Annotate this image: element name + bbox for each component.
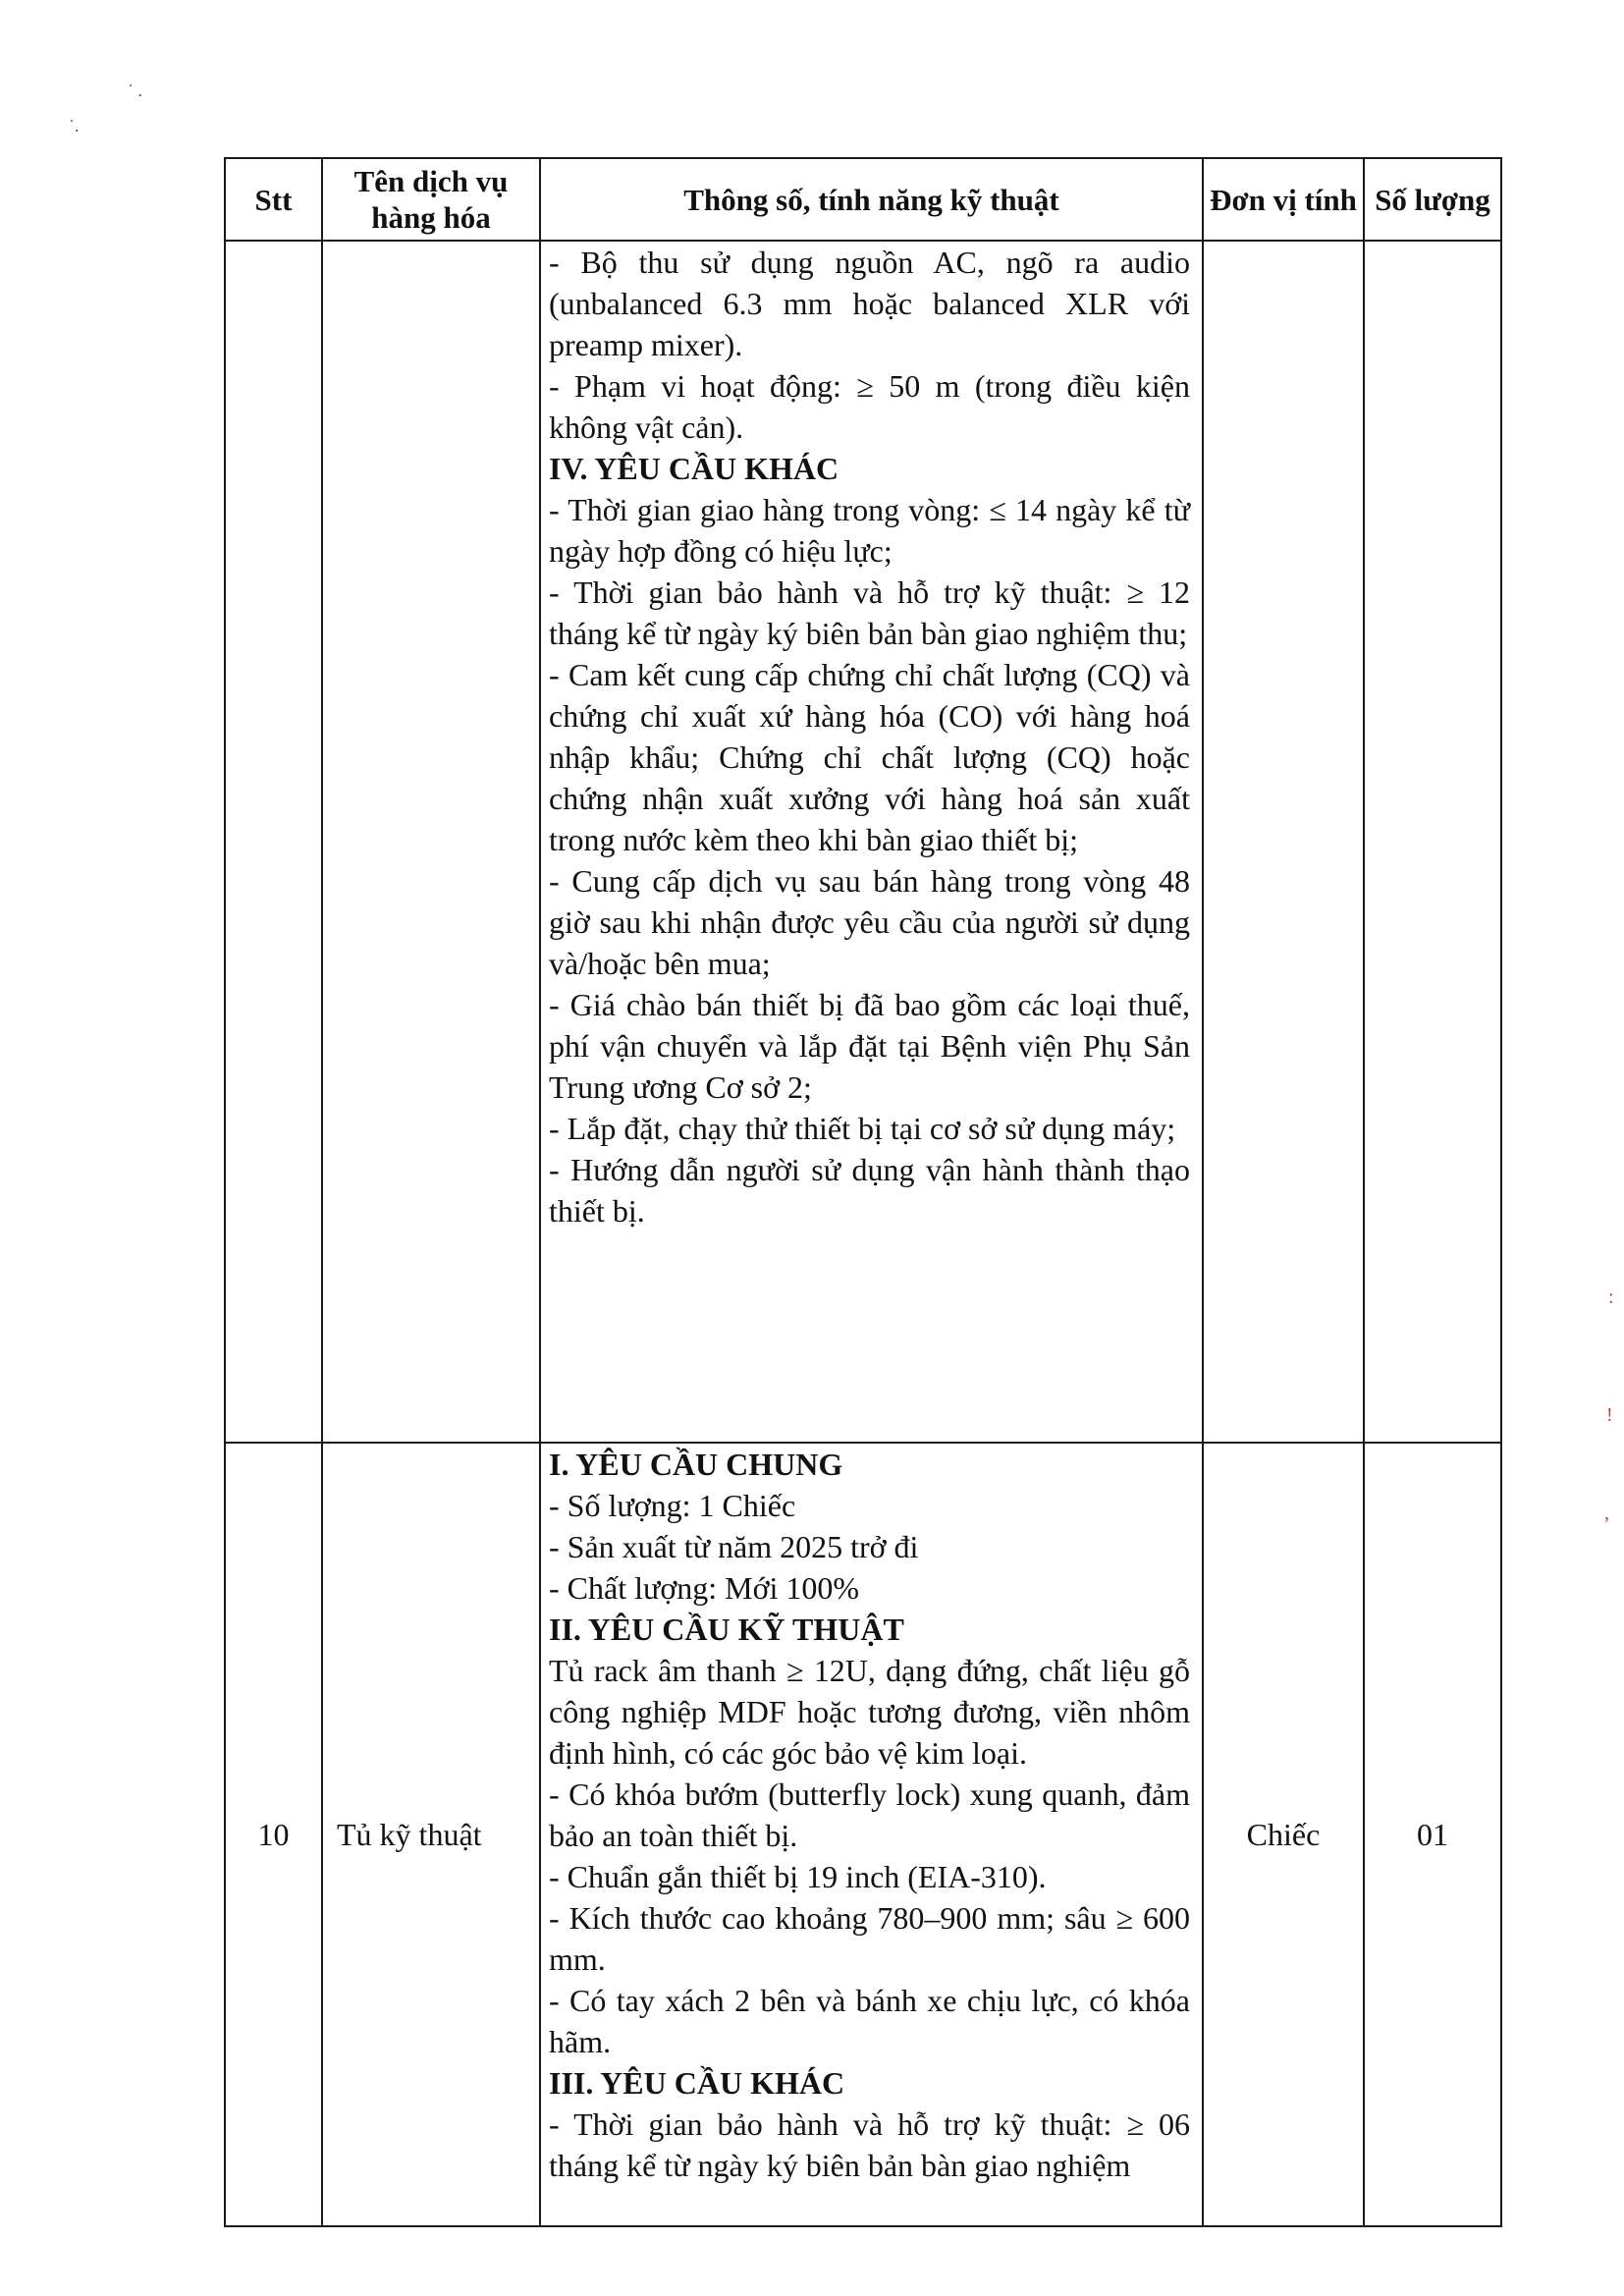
spec-line: - Phạm vi hoạt động: ≥ 50 m (trong điều kiện không vật cản). (549, 368, 1190, 445)
spec-line: - Thời gian bảo hành và hỗ trợ kỹ thuật: ≥ 12 tháng kể từ ngày ký biên bản bàn giao nghiệm thu; (549, 574, 1190, 651)
spec-line: - Kích thước cao khoảng 780–900 mm; sâu ≥ 600 mm. (549, 1900, 1190, 1977)
header-spec: Thông số, tính năng kỹ thuật (540, 158, 1203, 241)
spec-line: - Số lượng: 1 Chiếc (549, 1488, 796, 1523)
cell-name (322, 241, 540, 1443)
cell-qty: 01 (1364, 1443, 1501, 2226)
spec-line: - Chuẩn gắn thiết bị 19 inch (EIA-310). (549, 1859, 1047, 1894)
section-heading: I. YÊU CẦU CHUNG (549, 1447, 843, 1482)
spec-line: - Có tay xách 2 bên và bánh xe chịu lực, có khóa hãm. (549, 1983, 1190, 2059)
header-unit: Đơn vị tính (1203, 158, 1364, 241)
table-row (225, 1443, 1501, 2226)
table-header-row (225, 158, 1501, 241)
spec-line: Tủ rack âm thanh ≥ 12U, dạng đứng, chất liệu gỗ công nghiệp MDF hoặc tương đương, viền nhôm định hình, có các góc bảo vệ kim loại. (549, 1653, 1190, 1771)
section-heading: II. YÊU CẦU KỸ THUẬT (549, 1612, 904, 1647)
spec-line: - Cam kết cung cấp chứng chỉ chất lượng (CQ) và chứng chỉ xuất xứ hàng hóa (CO) với hàng hoá nhập khẩu; Chứng chỉ chất lượng (CQ) hoặc chứng nhận xuất xưởng với hàng hoá sản xuất trong nước kèm theo khi bàn giao thiết bị; (549, 657, 1190, 857)
scan-edge-mark: , (1604, 1503, 1609, 1524)
cell-stt (225, 241, 322, 1443)
scan-edge-mark: ! (1606, 1404, 1613, 1426)
spec-line: - Chất lượng: Mới 100% (549, 1570, 860, 1606)
header-qty: Số lượng (1364, 158, 1501, 241)
spec-table (224, 157, 1502, 2227)
spec-line: - Hướng dẫn người sử dụng vận hành thành thạo thiết bị. (549, 1152, 1190, 1229)
spec-line: - Giá chào bán thiết bị đã bao gồm các loại thuế, phí vận chuyển và lắp đặt tại Bệnh viện Phụ Sản Trung ương Cơ sở 2; (549, 987, 1190, 1105)
scan-speck: ˙. (69, 116, 80, 136)
section-heading: IV. YÊU CẦU KHÁC (549, 451, 839, 486)
scan-edge-mark: : (1608, 1286, 1614, 1308)
cell-stt: 10 (225, 1443, 322, 2226)
section-heading: III. YÊU CẦU KHÁC (549, 2065, 845, 2101)
spec-line: - Sản xuất từ năm 2025 trở đi (549, 1529, 919, 1564)
cell-unit (1203, 241, 1364, 1443)
scan-speck: ˙ . (128, 81, 142, 100)
table-row (225, 241, 1501, 1443)
spec-line: - Thời gian bảo hành và hỗ trợ kỹ thuật: ≥ 06 tháng kể từ ngày ký biên bản bàn giao nghiệm (549, 2106, 1190, 2183)
cell-spec (540, 241, 1203, 1443)
cell-name: Tủ kỹ thuật (322, 1443, 540, 2226)
header-name: Tên dịch vụ hàng hóa (322, 158, 540, 241)
cell-unit: Chiếc (1203, 1443, 1364, 2226)
header-stt: Stt (225, 158, 322, 241)
spec-line: - Thời gian giao hàng trong vòng: ≤ 14 ngày kể từ ngày hợp đồng có hiệu lực; (549, 492, 1190, 569)
spec-line: - Cung cấp dịch vụ sau bán hàng trong vòng 48 giờ sau khi nhận được yêu cầu của người sử dụng và/hoặc bên mua; (549, 863, 1190, 981)
spec-line: - Lắp đặt, chạy thử thiết bị tại cơ sở sử dụng máy; (549, 1111, 1176, 1146)
cell-spec (540, 1443, 1203, 2226)
spec-line: - Có khóa bướm (butterfly lock) xung quanh, đảm bảo an toàn thiết bị. (549, 1777, 1190, 1853)
spec-line: - Bộ thu sử dụng nguồn AC, ngõ ra audio (unbalanced 6.3 mm hoặc balanced XLR với preamp mixer). (549, 245, 1190, 362)
cell-qty (1364, 241, 1501, 1443)
